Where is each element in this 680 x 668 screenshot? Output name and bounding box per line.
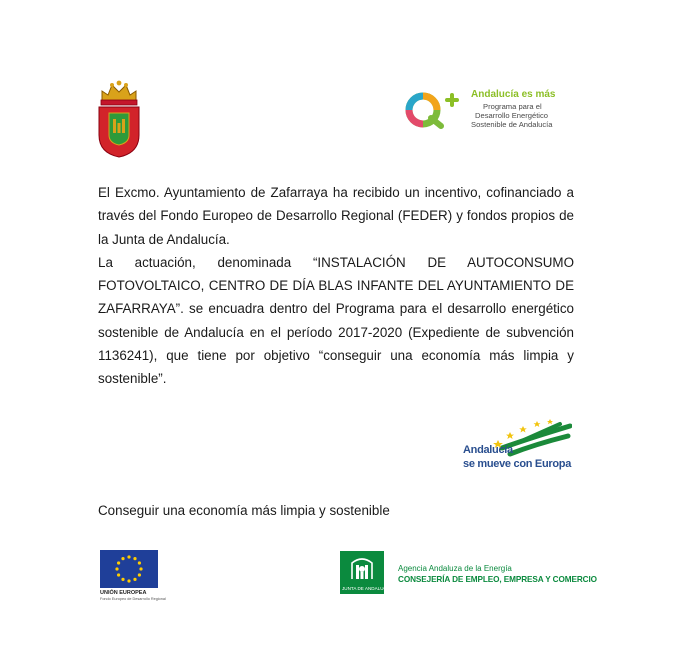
andalucia-es-mas-logo bbox=[403, 86, 573, 134]
junta-emblem bbox=[340, 551, 392, 594]
andalucia-mas-title: Andalucía es más bbox=[471, 89, 556, 100]
andalucia-mas-line: Programa para el bbox=[483, 102, 542, 111]
andalucia-europa-line: se mueve con Europa bbox=[463, 458, 572, 470]
agency-name: Agencia Andaluza de la Energía bbox=[398, 564, 512, 573]
andalucia-mas-line: Sostenible de Andalucía bbox=[471, 120, 553, 129]
eu-fund-label: Fondo Europeo de Desarrollo Regional bbox=[100, 597, 166, 601]
municipal-crest-logo bbox=[96, 79, 142, 159]
notice-paragraph: El Excmo. Ayuntamiento de Zafarraya ha recibido un incentivo, cofinanciado a través del Fondo Europeo de Desarrollo Regional (FEDER) y fondos propios de la Junta de Andalucía. bbox=[98, 185, 574, 247]
junta-emblem-icon bbox=[348, 555, 376, 581]
notice-body bbox=[98, 181, 574, 391]
consejeria-name: CONSEJERÍA DE EMPLEO, EMPRESA Y COMERCIO bbox=[398, 575, 597, 584]
junta-label: JUNTA DE ANDALUCIA bbox=[342, 586, 392, 591]
andalucia-europa-line: Andalucía bbox=[463, 444, 513, 456]
european-union-logo bbox=[100, 550, 166, 606]
andalucia-mas-line: Desarrollo Energético bbox=[475, 111, 549, 120]
closing-slogan: Conseguir una economía más limpia y sostenible bbox=[98, 503, 390, 518]
notice-paragraph: La actuación, denominada “INSTALACIÓN DE AUTOCONSUMO FOTOVOLTAICO, CENTRO DE DÍA BLAS INFANTE DEL AYUNTAMIENTO DE ZAFARRAYA”. se encuadra dentro del Programa para el desarrollo energético sostenible de Andalucía en el período 2017-2020 (Expediente de subvención 1136241), que tiene por objetivo “conseguir una economía más limpia y sostenible”. bbox=[98, 254, 574, 387]
junta-andalucia-logo bbox=[340, 551, 597, 595]
eu-flag-icon bbox=[100, 550, 158, 588]
eu-label: UNIÓN EUROPEA bbox=[100, 590, 147, 596]
andalucia-se-mueve-con-europa-logo bbox=[460, 418, 572, 474]
